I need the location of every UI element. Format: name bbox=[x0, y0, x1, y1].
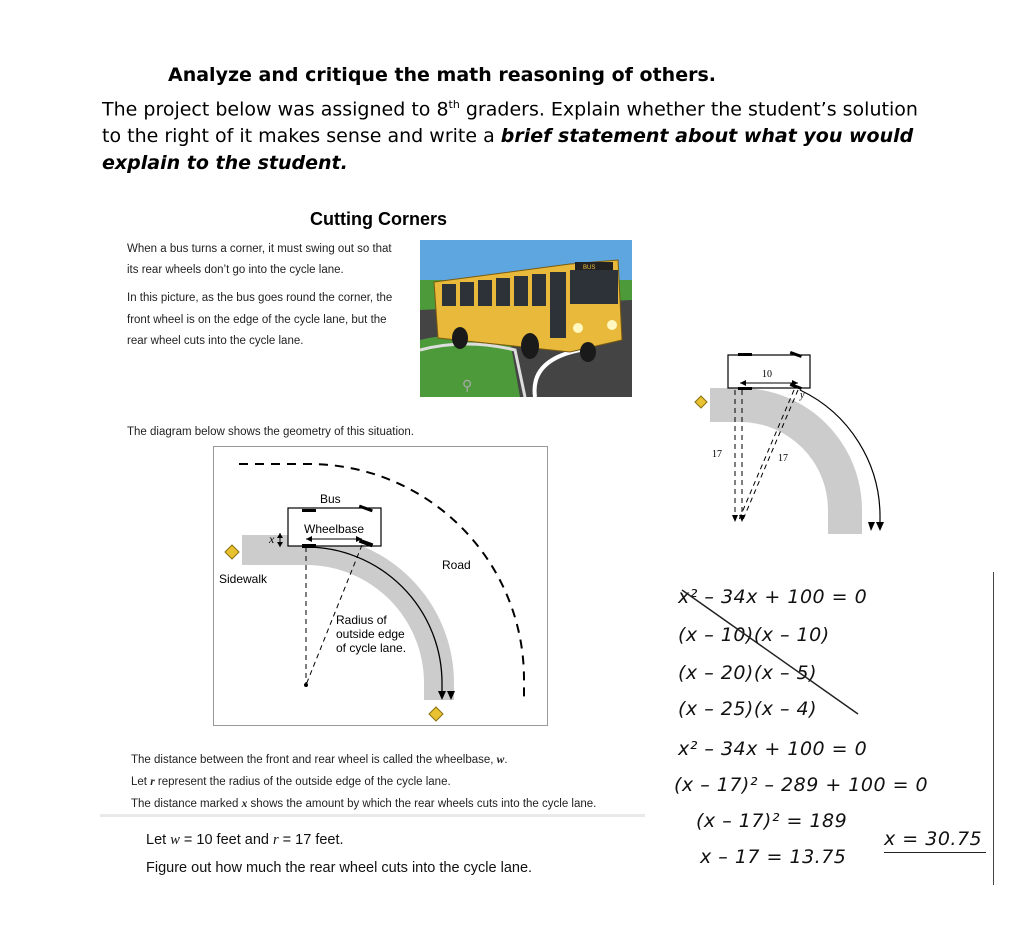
def2-text: Let bbox=[131, 776, 151, 788]
radius-label-line2: outside edge bbox=[336, 627, 405, 641]
def3-var: x bbox=[241, 798, 248, 810]
radius-label bbox=[336, 613, 406, 655]
instruction-line-rest: graders. Explain whether the student’s solution to the right of it makes sense and write a bbox=[102, 98, 918, 148]
def1-end: . bbox=[504, 754, 508, 766]
bus-sign-text: BUS bbox=[583, 265, 596, 271]
definition-x bbox=[131, 798, 596, 810]
radius-label-line1: Radius of bbox=[336, 613, 387, 627]
work-line-4: (x – 25)(x – 4) bbox=[678, 698, 818, 720]
task-title: Cutting Corners bbox=[310, 209, 447, 229]
instruction-emphasis: brief statement about what you would explain to the student. bbox=[102, 125, 914, 175]
task-para1-line2: its rear wheels don’t go into the cycle lane. bbox=[127, 264, 344, 276]
student-side-right-label: 17 bbox=[778, 453, 788, 464]
given-mid: = 10 feet and bbox=[179, 832, 273, 848]
student-side-left-label: 17 bbox=[712, 449, 722, 460]
bus-label: Bus bbox=[320, 492, 341, 506]
work-line-1: x² – 34x + 100 = 0 bbox=[678, 586, 868, 608]
road-label: Road bbox=[442, 558, 471, 572]
def2-var: r bbox=[150, 776, 155, 788]
student-y-label: y bbox=[800, 390, 805, 401]
wheelbase-label: Wheelbase bbox=[304, 522, 365, 536]
task-para2-line3: rear wheel cuts into the cycle lane. bbox=[127, 335, 304, 347]
geometry-diagram bbox=[213, 446, 548, 726]
def2-end: represent the radius of the outside edge of the cycle lane. bbox=[154, 776, 451, 788]
task-para2-line2: front wheel is on the edge of the cycle lane, but the bbox=[127, 314, 387, 326]
cross-out-mark bbox=[678, 586, 864, 720]
definition-radius bbox=[131, 776, 451, 788]
question-text: Figure out how much the rear wheel cuts into the cycle lane. bbox=[146, 860, 533, 876]
geometry-drawing bbox=[214, 447, 547, 725]
ordinal-suffix: th bbox=[448, 98, 460, 111]
def1-text: The distance between the front and rear wheel is called the wheelbase, bbox=[131, 754, 497, 766]
instruction-title: Analyze and critique the math reasoning of others. bbox=[168, 64, 716, 86]
given-w: w bbox=[170, 832, 180, 848]
work-line-2: (x – 10)(x – 10) bbox=[678, 624, 830, 646]
task-para2-line1: In this picture, as the bus goes round the corner, the bbox=[127, 292, 393, 304]
given-r: r bbox=[272, 832, 279, 848]
radius-label-line3: of cycle lane. bbox=[336, 641, 407, 655]
bus-illustration bbox=[420, 240, 632, 397]
given-post: = 17 feet. bbox=[278, 832, 344, 848]
x-label: x bbox=[269, 532, 275, 546]
work-line-8: x – 17 = 13.75 bbox=[700, 846, 847, 868]
final-answer: x = 30.75 bbox=[884, 828, 986, 853]
work-line-5: x² – 34x + 100 = 0 bbox=[678, 738, 868, 760]
work-divider bbox=[993, 572, 994, 885]
given-values bbox=[146, 832, 344, 849]
def1-var: w bbox=[496, 754, 505, 766]
work-line-3: (x – 20)(x – 5) bbox=[678, 662, 818, 684]
student-diagram bbox=[690, 350, 890, 540]
sidewalk-label: Sidewalk bbox=[219, 572, 268, 586]
given-pre: Let bbox=[146, 832, 171, 848]
student-wheelbase-label: 10 bbox=[762, 369, 772, 380]
divider bbox=[100, 814, 645, 817]
definition-wheelbase bbox=[131, 754, 508, 766]
instruction-text bbox=[102, 91, 932, 177]
def3-end: shows the amount by which the rear wheels cuts into the cycle lane. bbox=[247, 798, 597, 810]
svg-text:⚲: ⚲ bbox=[462, 378, 473, 394]
diagram-intro: The diagram below shows the geometry of this situation. bbox=[127, 426, 415, 438]
work-line-7: (x – 17)² = 189 bbox=[696, 810, 848, 832]
def3-text: The distance marked bbox=[131, 798, 242, 810]
task-para1-line1: When a bus turns a corner, it must swing out so that bbox=[127, 243, 392, 255]
instruction-line-start: The project below was assigned to 8 bbox=[102, 98, 449, 121]
work-line-6: (x – 17)² – 289 + 100 = 0 bbox=[674, 774, 929, 796]
